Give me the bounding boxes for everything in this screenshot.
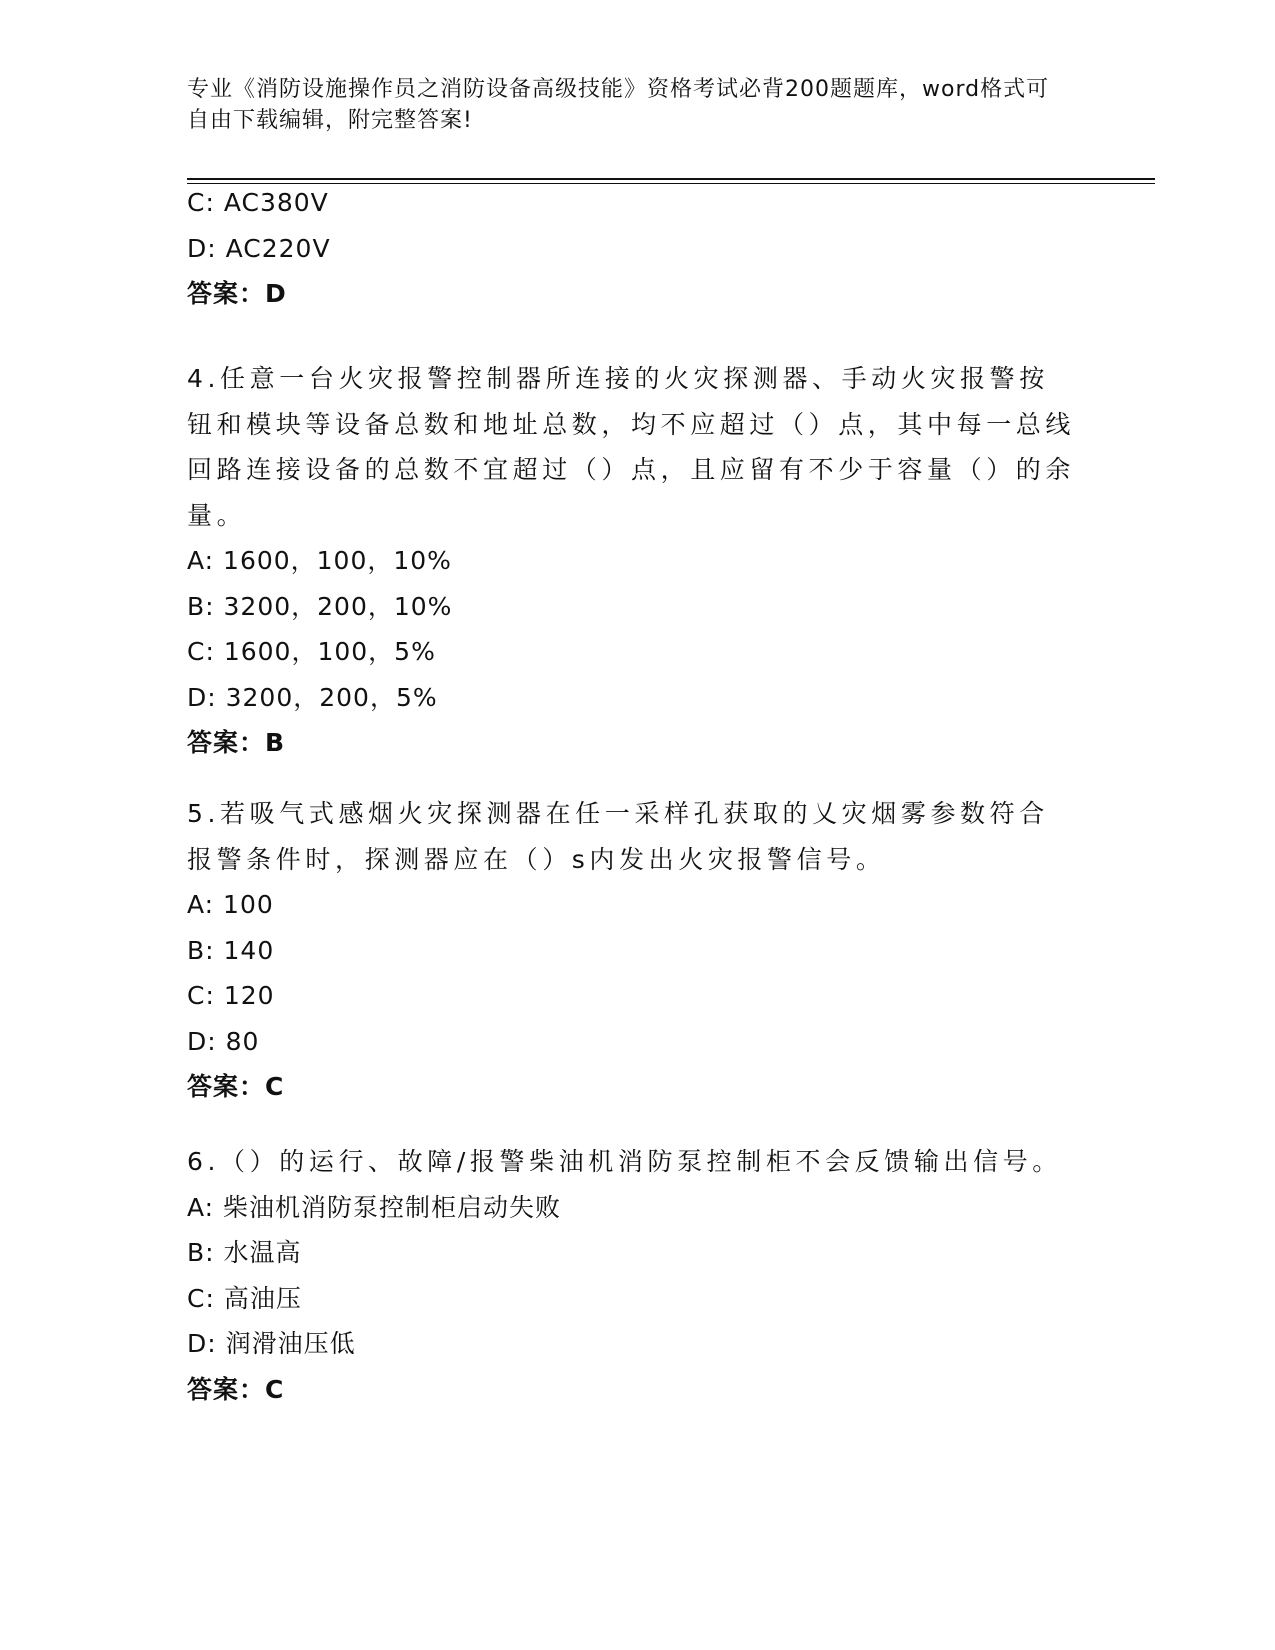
option-c: C: 高油压 xyxy=(187,1283,302,1313)
question-6 xyxy=(187,1139,1077,1412)
question-4 xyxy=(187,356,1077,766)
option-c: C: 1600，100，5% xyxy=(187,637,436,666)
option-d: D: 3200，200，5% xyxy=(187,682,438,712)
answer-line: 答案：B xyxy=(187,728,286,757)
answer-line: 答案：D xyxy=(187,279,287,308)
option-c: C: 120 xyxy=(187,981,275,1010)
option-d: D: 80 xyxy=(187,1026,260,1056)
option-c: C: AC380V xyxy=(187,188,329,217)
question-stem: 4.任意一台火灾报警控制器所连接的火灾探测器、手动火灾报警按钮和模块等设备总数和地址总数，均不应超过（）点，其中每一总线回路连接设备的总数不宜超过（）点，且应留有不少于容量（）的余量。 xyxy=(187,364,1076,530)
option-a: A: 100 xyxy=(187,890,274,919)
option-b: B: 140 xyxy=(187,935,275,965)
answer-line: 答案：C xyxy=(187,1374,285,1404)
question-3-tail xyxy=(187,180,1077,317)
option-b: B: 水温高 xyxy=(187,1238,302,1267)
option-b: B: 3200，200，10% xyxy=(187,591,453,621)
question-stem: 6.（）的运行、故障/报警柴油机消防泵控制柜不会反馈输出信号。 xyxy=(187,1147,1062,1176)
option-a: A: 1600，100，10% xyxy=(187,546,452,575)
page-header: 专业《消防设施操作员之消防设备高级技能》资格考试必背200题题库，word格式可自由下载编辑，附完整答案! xyxy=(187,77,1050,133)
question-5 xyxy=(187,791,1077,1110)
option-d: D: 润滑油压低 xyxy=(187,1329,356,1358)
option-a: A: 柴油机消防泵控制柜启动失败 xyxy=(187,1192,562,1222)
question-stem: 5.若吸气式感烟火灾探测器在任一采样孔获取的乂灾烟雾参数符合报警条件时，探测器应在（）s内发出火灾报警信号。 xyxy=(187,799,1049,874)
answer-line: 答案：C xyxy=(187,1072,285,1101)
option-d: D: AC220V xyxy=(187,233,331,263)
